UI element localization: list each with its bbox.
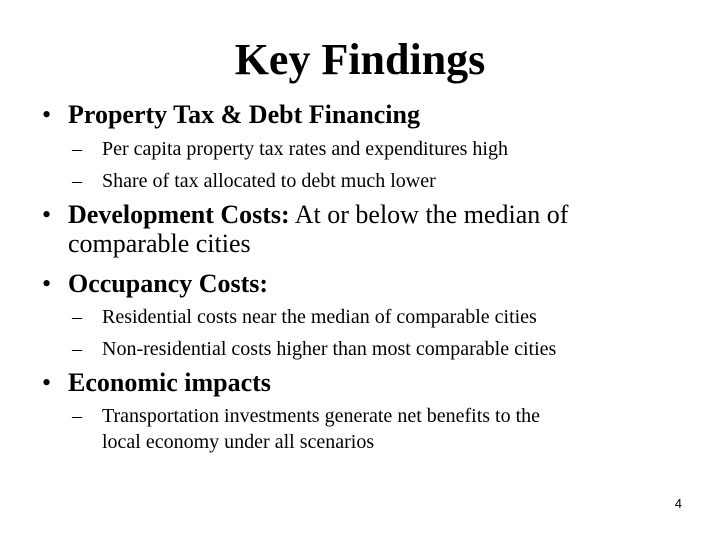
- sub-bullet: [72, 337, 557, 361]
- bullet-heading: Economic impacts: [68, 368, 271, 397]
- dash-marker: –: [72, 170, 82, 192]
- bullet-property-tax: [42, 100, 420, 129]
- bullet-heading: Property Tax & Debt Financing: [68, 100, 420, 129]
- bullet-occupancy-costs: [42, 269, 269, 298]
- sub-bullet-text: Residential costs near the median of comparable cities: [102, 306, 537, 328]
- bullet-economic-impacts: [42, 368, 271, 397]
- sub-bullet: [72, 169, 436, 193]
- bullet-marker: •: [42, 368, 52, 397]
- sub-bullet-text: Transportation investments generate net benefits to the: [102, 405, 541, 427]
- slide-title: Key Findings: [234, 35, 486, 84]
- slide-number: 4: [674, 496, 682, 511]
- sub-bullet: [72, 305, 537, 329]
- dash-marker: –: [72, 338, 82, 360]
- bullet-marker: •: [42, 200, 52, 229]
- dash-marker: –: [72, 306, 82, 328]
- dash-marker: –: [72, 138, 82, 160]
- bullet-marker: •: [42, 100, 52, 129]
- bullet-marker: •: [42, 269, 52, 298]
- bullet-text: comparable cities: [68, 229, 251, 258]
- sub-bullet-text: Non-residential costs higher than most comparable cities: [102, 338, 557, 360]
- bullet-text: At or below the median of: [289, 200, 569, 229]
- sub-bullet-text: Per capita property tax rates and expenditures high: [102, 138, 508, 160]
- sub-bullet: [72, 404, 541, 428]
- bullet-development-costs: [42, 200, 569, 229]
- bullet-development-costs-cont: [68, 229, 251, 258]
- sub-bullet: [72, 137, 508, 161]
- bullet-heading: Occupancy Costs:: [68, 269, 269, 298]
- bullet-heading: Development Costs:: [68, 200, 290, 229]
- dash-marker: –: [72, 405, 82, 427]
- sub-bullet-text: local economy under all scenarios: [102, 431, 375, 453]
- sub-bullet-text: Share of tax allocated to debt much lower: [102, 170, 436, 192]
- sub-bullet-cont: [102, 430, 374, 454]
